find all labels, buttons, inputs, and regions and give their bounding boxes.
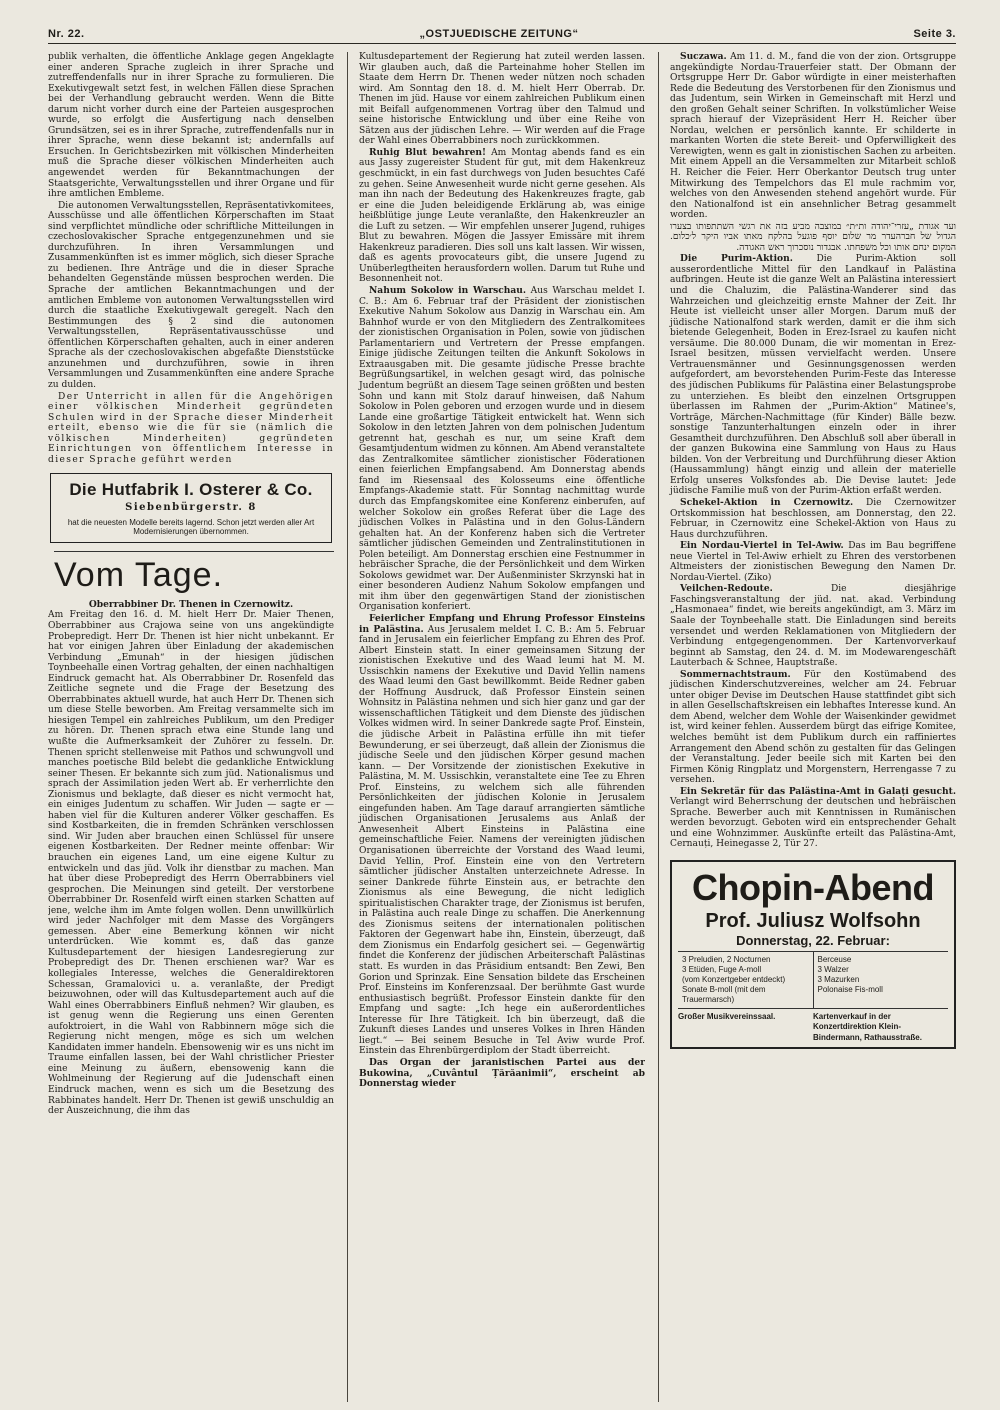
article xyxy=(670,52,956,221)
article xyxy=(359,1058,645,1090)
article xyxy=(670,670,956,786)
article xyxy=(670,498,956,540)
program-item: 3 Etüden, Fuge A-moll xyxy=(682,964,762,974)
program-item: Berceuse xyxy=(817,954,852,964)
article xyxy=(670,254,956,497)
program-item: Polonaise Fis-moll xyxy=(817,984,883,994)
chopin-concert-ad xyxy=(670,860,956,1049)
article-text: Die Purim-Aktion soll ausserordentliche Mittel für den Landkauf in Palästina aufbringen. Heute ist die ganze Welt an Palästina interessiert und die Chaluzim, die Palästina-Wanderer sind das Wahrzeichen und gleichzeitig ernste Mahner der Zeit. Ihr Heute ist vielleicht unser aller Morgen. Darum muß der jüdische Nationalfond stark werden, damit er die ihm sich bietende Gelegenheit, Boden in Erez-Israel zu kaufen nicht versäume. Die 80.000 Dunam, die wir momentan in Erez-Israel besitzen, müssen vervielfacht werden. Unsere Vertrauensmänner und Gesinnungsgenossen werden aufgefordert, am bevorstehenden Purim-Feste das Interesse des jüdischen Publikums für Palästina einer Belastungsprobe zu unterziehen. Es bleibt den einzelnen Ortsgruppen überlassen im Rahmen der „Purim-Aktion“ Matinee's, Vorträge, Märchen-Nachmittage (für Kinder) Bälle bezw. sonstige Tanzunterhaltungen einzeln oder in ihrer Gesamtheit durchzuführen. Den Abschluß soll aber überall in der ganzen Bukowina eine Sammlung von Haus zu Haus bilden. Von der Verbreitung und Durchführung dieser Aktion (Haussammlung) hängt einzig und allein der materielle Erfolg unseres Volksfondes ab. Die Devise lautet: Jede jüdische Familie muß von der Purim-Aktion erfaßt werden. xyxy=(670,254,956,497)
article-title: Oberrabbiner Dr. Thenen in Czernowitz. xyxy=(88,598,294,610)
article-title: Nahum Sokolow in Warschau. xyxy=(369,285,527,297)
article-title: Veilchen-Redoute. xyxy=(680,583,773,595)
article-title: Ruhig Blut bewahren! xyxy=(369,146,486,158)
article-text: Am Freitag den 16. d. M. hielt Herr Dr. Maier Thenen, Oberrabbiner aus Crajowa seine von uns angekündigte Probepredigt. Herr Dr. Thenen ist hier nicht unbekannt. Er hat vor einigen Jahren über Einladung der akademischen Verbindung „Emunah“ in der hiesigen jüdischen Toynbeehalle einen Vortrag gehalten, der einen nachhaltigen Eindruck gemacht hat. Als Oberrabbiner Dr. Rosenfeld das Zeitliche segnete und die Frage der Besetzung des Oberrabbinates aktuell wurde, hat auch Herr Dr. Thenen sich um diese Stelle beworben. Am Freitag versammelte sich im hiesigen Tempel ein zahlreiches Publikum, um den Prediger zu hören. Dr. Thenen sprach etwa eine Stunde lang und wußte die Aufmerksamkeit der Zuhörer zu fesseln. Dr. Thenen spricht stellenweise mit Pathos und schwungvoll und manches poetische Bild belebt die gedankliche Entwicklung seiner Thesen. Er bekannte sich zum jüd. Nationalismus und sprach der Assimilation jeden Wert ab. Er verherrlichte den Zionismus und beklagte, daß dieser es nicht vermocht hat, ein einiges Judentum zu schaffen. Wir Juden — sagte er — haben viel für die Kulturen anderer Völker geschaffen. Es sind Kostbarkeiten, die in fremden Schränken verschlossen sind. Wir Juden aber brauchen einen Schlüssel für unsere eigenen Kostbarkeiten. Der Redner meinte offenbar: Wir brauchen ein eigenes Land, um eine eigene Kultur zu entwickeln und das jüd. Volk ihr dienstbar zu machen. Man hat über diese Probepredigt des Herrn Oberrabbiners viel gesprochen. Die Meinungen sind geteilt. Der verstorbene Oberrabbiner Dr. Rosenfeld wirft einen starken Schatten auf jene, welche ihm im Amte folgen wollen. Denn unwillkürlich wird jeder Nachfolger mit dem Masse des Vorgängers gemessen. Aber eine Bemerkung können wir nicht unterdrücken. Wie kommt es, daß das ganze Kultusdepartement der hiesigen Landesregierung zur Probepredigt des Dr. Thenen erschienen war? War es kollegiales Interesse, welches die Generaldirektoren Schessan, Gramalovici u. a. veranlaßte, der Predigt beizuwohnen, oder will das Kultusdepartement auch auf die Wahl eines Oberrabbiners Einfluß nehmen? Wir glauben, es ist genug wenn die Regierung uns einen Gerenten aufoktroiert, in die Wahl von Rabbinnern möge sich die Regierung nicht mengen, möge es sich um welchen Kandidaten immer handeln. Ebensowenig wir es uns nicht im Traume einfallen lassen, bei der Wahl christlicher Priester eine Meinung zu äußern, ebensowenig kann die Wohlmeinung der Regierung auf die Judenschaft einen Eindruck machen, wenn es sich um die Besetzung des Rabbinates handelt. Herr Dr. Thenen ist gewiß unschuldig an der Auszeichnung, die ihm das xyxy=(48,610,334,1117)
article-text: Am 11. d. M., fand die von der zion. Ortsgruppe angekündigte Nordau-Trauerfeier statt. Der Obmann der Ortsgruppe Herr Dr. Gabor würdigte in einer meisterhaften Rede die Bedeutung des Verstorbenen für den Zionismus und das Judentum, sein Wirken in Gemeinschaft mit Herzl und den großen Gehalt seiner Schriften. In volkstümlicher Weise sprach hierauf der Vizepräsident Herr H. Reicher über Nordau, welchen er persönlich kannte. Er schilderte in markanten Worten die stete Bereit- und Opferwilligkeit des Verewigten, wenn es galt in zionistischen Sachen zu arbeiten. Mit einem Appell an die Versammelten zur Mitarbeit schloß H. Reicher die Feier. Herr Oberkantor Deutsch trug unter Mitwirkung des Tempelchors das El mule rachmim vor, welches von den Anwesenden stehend angehört wurde. Für den Nationalfond ist ein ansehnlicher Betrag gesammelt worden. xyxy=(670,52,956,221)
page-number: Seite 3. xyxy=(913,28,956,40)
article-text: Für den Kostümabend des jüdischen Kinderschutzvereines, welcher am 24. Februar unter obiger Devise im Deutschen Hause stattfindet gibt sich in allen Gesellschaftskreisen ein lebhaftes Interesse kund. An dem Abend, welcher dem Wohle der Waisenkinder gewidmet ist, wird keiner fehlen. Ausserdem bürgt das eifrige Komitee, welches bemüht ist dem Publikum durch ein raffiniertes Arrangement den Abend schön zu gestalten für das Gelingen der Veranstaltung. Jeder beeile sich mit Karten bei den Firmen König Ringplatz und Morgenstern, Herrengasse 7 zu versehen. xyxy=(670,669,956,786)
page-header xyxy=(48,28,956,44)
article-text: Aus Warschau meldet I. C. B.: Am 6. Februar traf der Präsident der zionistischen Exekutive Nahum Sokolow aus Danzig in Warschau ein. Am Bahnhof wurde er von den Mitgliedern des Zentralkomitees der zionistischen Organisation in Polen, sowie von jüdischen Parlamentariern und Vertretern der Presse empfangen. Einige jüdische Zeitungen teilten die Ankunft Sokolows in Extraausgaben mit. Die gesamte jüdische Presse brachte Begrüßungsartikel, in welchen gesagt wird, das polnische Judentum begrüßt an diesem Tage seinen größten und besten Sohn und kann mit Stolz darauf hinweisen, daß Nahum Sokolow in Polen geboren und erzogen wurde und in diesem Lande eine großartige Tätigkeit entwickelt hat. Wenn sich Sokolow in den letzten Jahren von dem polnischen Judentum getrennt hat, geschah es nur, um seine Kraft dem Gesamtjudentum widmen zu können. Am Abend veranstaltete das Zentralkomitee sämtlicher zionistischer Föderationen einen feierlichen Empfangsabend. Am Donnerstag abends fand im Riesensaal des Kolosseums eine öffentliche Empfangs-Akademie statt. Für Sonntag nachmittag wurde durch das Empfangskomitee eine Konferenz einberufen, auf welcher Sokolow ein großes Referat über die Lage des jüdischen Volkes in Palästina und in den Golus-Ländern gehalten hat. An der Konferenz haben sich die Vertreter sämtlicher jüdischen Gemeinden und Zentralinstitutionen in Polen beteiligt. Am Donnerstag erschien eine Festnummer in hebräischer Sprache, die der Persönlichkeit und dem Wirken Sokolows gewidmet war. Der Außenminister Skrzynski hat in einer besonderen Audienz Nahum Sokolow empfangen und mit ihm über den gegenwärtigen Stand der zionistischen Organisation konferiert. xyxy=(359,286,645,613)
article-text: Das im Bau begriffene neue Viertel in Tel-Awiw erhielt zu Ehren des verstorbenen Altmeisters der zionistischen Bewegung den Namen Dr. Nordau-Viertel. (Ziko) xyxy=(670,541,956,583)
program-item: Sonate B-moll (mit dem Trauermarsch) xyxy=(682,984,766,1004)
article xyxy=(670,787,956,850)
column-3 xyxy=(658,52,956,1402)
columns xyxy=(48,52,956,1402)
program-right xyxy=(813,952,949,1008)
article xyxy=(359,614,645,1057)
newspaper-title: „OSTJUEDISCHE ZEITUNG“ xyxy=(419,28,579,40)
article xyxy=(670,584,956,668)
article xyxy=(359,148,645,285)
paragraph: Kultusdepartement der Regierung hat zuteil werden lassen. Wir glauben auch, daß die Parteinahme hoher Stellen im Staate dem Herrn Dr. Thenen weder nützen noch schaden wird. Am Sonntag den 18. d. M. hielt Herr Oberrab. Dr. Thenen im jüd. Hause vor einem zahlreichen Publikum einen mit Beifall aufgenommenen Vortrag über den Talmud und seine historische Entwicklung und über eine Reihe von Sätzen aus der jüdischen Lehre. — Wir werden auf die Frage der Wahl eines Oberrabbiners noch zurückkommen. xyxy=(359,52,645,147)
article-title: Ein Nordau-Viertel in Tel-Awiw. xyxy=(680,540,844,552)
article-title: Das Organ der jaranistischen Partei aus der Bukowina, „Cuvântul Țărăanimii“, erscheint ab Donnerstag wieder xyxy=(359,1056,645,1090)
hebrew-notice: ועד אגודת „עזרי־יהודה ות״ת״ במוצבה מביע בזה את רגשי השתתפותו בצערו הגדול של חברהעדר מר שלום יוסף פוגעל בהלקח מאתו אביו היקר ל׳כלום. המקום ינחם אותו וכל משפחתו. אבגדור נוסכרוך ראש האגודה. xyxy=(670,220,956,253)
paragraph: publik verhalten, die öffentliche Anklage gegen Angeklagte einer anderen Sprache zugleich in ihrer Sprache und zutreffendenfalls nur in ihrer Sprache zu formulieren. Die Exekutivgewalt setzt fest, in welchen Fällen diese Sprachen bei der Verhandlung gebraucht werden. Wenn die Bitte darum nicht vorher durch eine der Parteien ausgesprochen wurde, so erfolgt die Ausfertigung nach denselben Grundsätzen, sei es in ihrer Sprache, zutreffendenfalls nur in ihrer Sprache, wenn diese bekannt ist; andernfalls auf Ersuchen. In Gerichtsbezirken mit völkischen Minderheiten muß die Sprache dieser völkischen Minderheiten auch angewendet werden für Bekanntmachungen der Staatsgerichte, Verwaltungsstellen und ihrer Organe und für ihre amtlichen Embleme. xyxy=(48,52,334,200)
article-title: Sommernachtstraum. xyxy=(680,668,791,680)
column-2 xyxy=(347,52,645,1402)
article-title: Die Purim-Aktion. xyxy=(680,253,793,265)
article-text: Die Czernowitzer Ortskommission hat beschlossen, am Donnerstag, den 22. Februar, in Czernowitz eine Schekel-Aktion von Haus zu Haus durchzuführen. xyxy=(670,497,956,540)
hat-factory-ad xyxy=(50,473,332,543)
ad-artist: Prof. Juliusz Wolfsohn xyxy=(705,910,921,933)
article-title: Suczawa. xyxy=(680,52,727,62)
article-text: Verlangt wird Beherrschung der deutschen und hebräischen Sprache. Bewerber auch mit Kenntnissen in Rumänischen werden bevorzugt. Geboten wird ein entsprechender Gehalt und eine Wohnzimmer. Auskünfte erteilt das Palästina-Amt, Cernauți, Heinegasse 2, Tür 27. xyxy=(670,797,956,850)
ad-text: hat die neuesten Modelle bereits lagernd. Schon jetzt werden aller Art Modernisierungen übernommen. xyxy=(67,517,315,537)
issue-number: Nr. 22. xyxy=(48,28,85,40)
article-text: Aus Jerusalem meldet I. C. B.: Am 5. Februar fand in Jerusalem ein feierlicher Empfang zu Ehren des Prof. Albert Einstein statt. In einer gemeinsamen Sitzung der zionistischen Exekutive und des Waad leumi hat M. M. Ussischkin namens der Exekutive und David Yellin namens des Waad leumi den Gast bewillkommt. Beide Redner gaben der Hoffnung Ausdruck, daß Professor Einstein seinen Wohnsitz in Palästina nehmen und sich hier ganz und gar der wissenschaftlichen Tätigkeit und dem Dienste des jüdischen Volkes widmen wird. In seiner Dankrede sagte Prof. Einstein, die jüdische Arbeit in Palästina erfülle ihn mit tiefer Bewunderung, er sei überzeugt, daß allein der Zionismus die jüdische Seele und den jüdischen Körper gesund machen kann. — Der Vorsitzende der zionistischen Exekutive in Palästina, M. M. Ussischkin, veranstaltete eine Tee zu Ehren Prof. Einsteins, zu welchem sich alle führenden Persönlichkeiten der jüdischen Kolonie in Jerusalem eingefunden haben. Am Tage darauf arrangierten sämtliche jüdischen Organisationen Jerusalems aus Anlaß der Anwesenheit Albert Einsteins in Palästina eine gemeinschaftliche Feier. Namens der vereinigten jüdischen Organisationen überreichte der Vorstand des Waad leumi, David Yellin, Prof. Einstein eine von den Vertretern sämtlicher jüdischer Anstalten unterzeichnete Adresse. In seiner Dankrede führte Einstein aus, er betrachte den Zionismus als eine Bewegung, die nicht lediglich spiritualistischen Charakter trage, der Zionismus ist berufen, in Palästina auch reale Dinge zu schaffen. Die Anerkennung des Zionismus seitens der internationalen politischen Faktoren der Gegenwart habe ihn, Einstein, überzeugt, daß dem Zionismus ein Endarfolg gesichert sei. — Gegenwärtig findet die Konferenz der jüdischen Arbeiterschaft Palästinas statt. Es wurden in das Präsidium entsandt: Ben Zewi, Ben Gorion und Sprinzak. Eine Sensation bildete das Erscheinen Prof. Einsteins im Konferenzsaal. Der berühmte Gast wurde enthusiastisch begrüßt. Professor Einstein dankte für den Empfang und sagte: „Ich hege ein außerordentliches Interesse für Ihre Tätigkeit. Ich bin überzeugt, daß die Zukunft dieses Landes und unseres Volkes in Ihren Händen liegt.“ — Bei seinem Besuche in Tel Aviw wurde Prof. Einstein das Ehrenbürgerdiplom der Stadt überreicht. xyxy=(359,624,645,1057)
paragraph: Der Unterricht in allen für die Angehörigen einer völkischen Minderheit gegründeten Schulen wird in der Sprache dieser Minderheit erteilt, ebenso wie die für sie (nämlich die völkischen Minderheiten) gegründeten Einrichtungen von öffentlichem Interesse in dieser Sprache geführt werden xyxy=(48,391,334,465)
column-1 xyxy=(48,52,334,1402)
ad-tickets: Kartenverkauf in der Konzertdirektion Klein-Bindermann, Rathausstraße. xyxy=(813,1011,922,1042)
section-title: Vom Tage. xyxy=(54,551,334,594)
ad-footer xyxy=(678,1009,948,1044)
article xyxy=(359,286,645,613)
program-item: (vom Konzertgeber entdeckt) xyxy=(682,974,786,984)
program-item: 3 Walzer xyxy=(817,964,849,974)
ad-address: Siebenbürgerstr. 8 xyxy=(125,502,257,514)
program-item: 3 Preludien, 2 Nocturnen xyxy=(682,954,771,964)
concert-program xyxy=(678,951,948,1009)
article-title: Schekel-Aktion in Czernowitz. xyxy=(680,496,854,508)
paragraph: Die autonomen Verwaltungsstellen, Repräsentativkomitees, Ausschüsse und alle öffentlichen Körperschaften im Staat sind verpflichtet mündliche oder schriftliche Mitteilungen in czechoslovakischer Sprache entgegenzunehmen und sie durchzuführen. In ihren Versammlungen und Zusammenkünften ist es immer möglich, sich dieser Sprache zu bedienen. Ihre Anträge und die in dieser Sprache behandelten Gegenstände müssen besprochen werden. Die Sprache der amtlichen Bekanntmachungen und der amtlichen Embleme von autonomen Verwaltungsstellen wird durch die staatliche Exekutivgewalt geregelt. Nach den Bestimmungen des § 2 sind die autonomen Verwaltungsstellen, Repräsentativausschüsse und öffentlichen Körperschaften gehalten, auch in einer anderen Sprache als der czechoslovakischen abgefaßte Dienststücke anzunehmen und durchzuführen, sowie in ihren Versammlungen und Zusammenkünften eine andere Sprache zu dulden. xyxy=(48,200,334,390)
article-text: Am Montag abends fand es ein aus Jassy zugereister Student für gut, mit dem Hakenkreuz geschmückt, in ein fast durchwegs von Juden besuchtes Café zu gehen. Seine Anwesenheit wurde nicht gerne gesehen. Als man ihn nach der Bedeutung des Hakenkreuzes fragte, gab er eine die Juden beleidigende Erklärung ab, was einige heißblütige junge Leute veranlaßte, den Hakenkreuzler an die Luft zu setzen. — Wir empfehlen unserer Jugend, ruhiges Blut zu bewahren. Mögen die Jassyer Emissäre mit ihrem Hakenkreuz paradieren. Dies soll uns kalt lassen. Wir wissen, daß es agents provocateurs gibt, die unsere Jugend zu Unüberlegtheiten herausfordern wollen. Darum tut Ruhe und Besonnenheit not. xyxy=(359,147,645,285)
ad-title: Chopin-Abend xyxy=(692,867,934,909)
program-left xyxy=(678,952,813,1008)
program-item: 3 Mazurken xyxy=(817,974,860,984)
ad-title: Die Hutfabrik I. Osterer & Co. xyxy=(69,480,313,500)
article xyxy=(670,541,956,583)
article-title: Ein Sekretär für das Palästina-Amt in Galați gesucht. xyxy=(680,785,956,797)
article-title: Feierlicher Empfang und Ehrung Professor Einsteins in Palästina. xyxy=(359,612,645,635)
ad-venue: Großer Musikvereinssaal. xyxy=(678,1011,776,1021)
ad-date: Donnerstag, 22. Februar: xyxy=(736,933,890,949)
article-text: Die diesjährige Faschingsveranstaltung der jüd. nat. akad. Verbindung „Hasmonaea“ findet, wie bereits angekündigt, am 3. März im Saale der Toynbeehalle statt. Die Einladungen sind bereits versendet und werden Reklamationen von Mitgliedern der Verbindung entgegengenommen. Der Kartenvorverkauf beginnt ab Samstag, den 24. d. M. im Modewarengeschäft Lauterbach & Schnee, Hauptstraße. xyxy=(670,584,956,669)
